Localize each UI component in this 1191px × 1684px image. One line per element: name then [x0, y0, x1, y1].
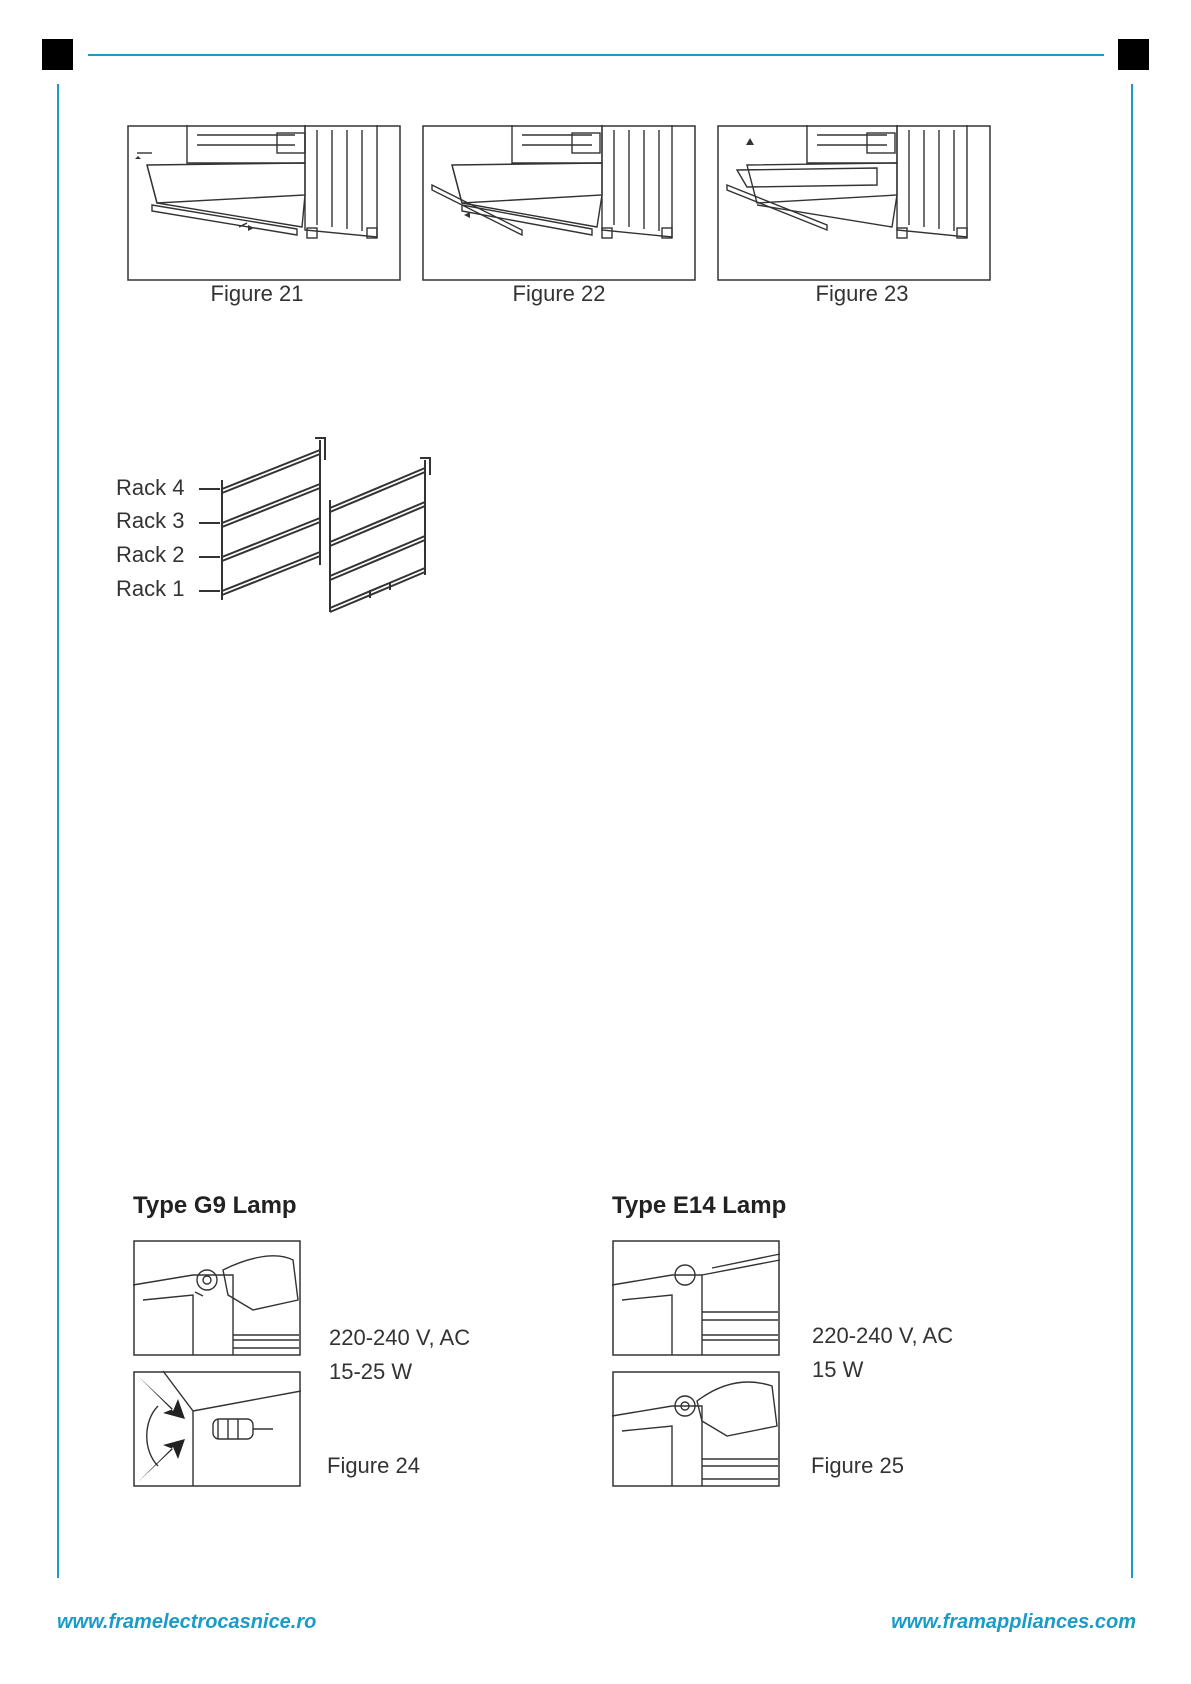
rack-label-3: Rack 3: [116, 508, 185, 533]
footer-link-ro[interactable]: www.framelectrocasnice.ro: [57, 1611, 317, 1633]
e14-lamp-cover-illustration: [612, 1240, 780, 1356]
e14-bulb-removal-illustration: [612, 1371, 780, 1487]
g9-voltage: 220-240 V, AC: [329, 1325, 471, 1350]
e14-voltage: 220-240 V, AC: [812, 1323, 954, 1348]
rack-label-2: Rack 2: [116, 542, 185, 567]
oven-rack-frames-illustration: [190, 430, 460, 620]
figure-21-caption: Figure 21: [210, 281, 304, 306]
left-rule: [57, 84, 59, 1578]
g9-bulb-replacement-illustration: [133, 1371, 301, 1487]
figure-25-caption: Figure 25: [811, 1453, 904, 1478]
figure-21-illustration: [127, 125, 401, 281]
e14-wattage: 15 W: [812, 1357, 864, 1382]
lamp-e14-title: Type E14 Lamp: [612, 1192, 787, 1219]
figure-24-caption: Figure 24: [327, 1453, 420, 1478]
rack-label-4: Rack 4: [116, 475, 185, 500]
figure-23-caption: Figure 23: [815, 281, 909, 306]
top-rule: [88, 54, 1104, 56]
figure-22-illustration: [422, 125, 696, 281]
corner-mark-right: [1118, 39, 1149, 70]
g9-lamp-cover-illustration: [133, 1240, 301, 1356]
footer-link-com[interactable]: www.framappliances.com: [891, 1611, 1136, 1633]
figure-22-caption: Figure 22: [512, 281, 606, 306]
g9-wattage: 15-25 W: [329, 1359, 413, 1384]
lamp-g9-title: Type G9 Lamp: [133, 1192, 297, 1219]
corner-mark-left: [42, 39, 73, 70]
rack-label-1: Rack 1: [116, 576, 185, 601]
right-rule: [1131, 84, 1133, 1578]
figure-23-illustration: [717, 125, 991, 281]
